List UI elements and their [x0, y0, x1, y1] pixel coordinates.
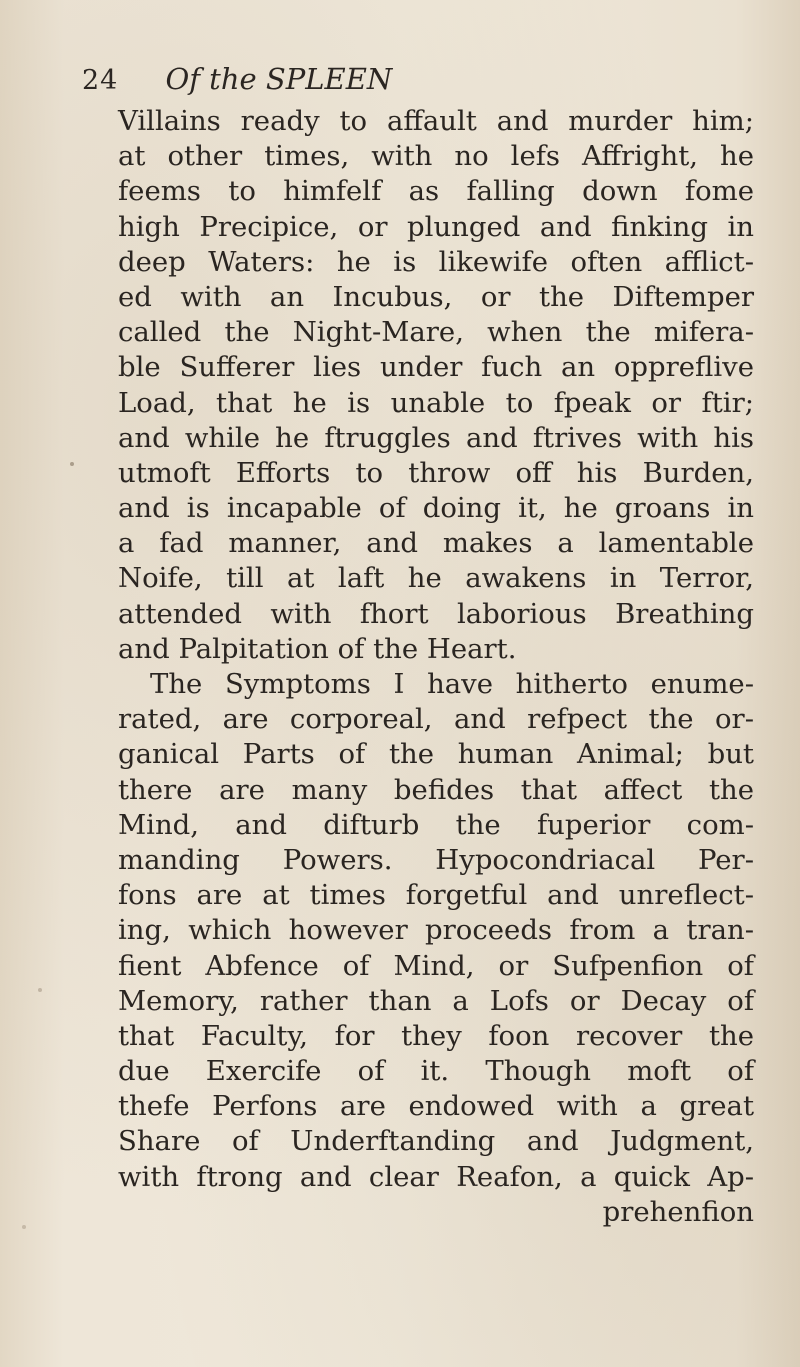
text-line: feems to himfelf as falling down fome	[118, 175, 754, 208]
text-line: and is incapable of doing it, he groans in	[118, 492, 754, 525]
page-header	[82, 62, 392, 98]
text-line: attended with fhort laborious Breathing	[118, 597, 754, 630]
text-line: that Faculty, for they foon recover the	[118, 1019, 754, 1052]
text-line: deep Waters: he is likewife often afflict-	[118, 245, 754, 278]
text-line: fons are at times forgetful and unreflect-	[118, 879, 754, 912]
text-line: due Exercife of it. Though moft of	[118, 1055, 754, 1088]
text-line: and while he ftruggles and ftrives with his	[118, 421, 754, 454]
text-line: a fad manner, and makes a lamentable	[118, 527, 754, 560]
text-line: ble Sufferer lies under fuch an oppreflive	[118, 351, 754, 384]
page-number: 24	[82, 65, 119, 96]
paragraph-end-line: and Palpitation of the Heart.	[118, 632, 517, 665]
text-line: ganical Parts of the human Animal; but	[118, 738, 754, 771]
ink-speck	[38, 988, 42, 992]
text-line: ing, which however proceeds from a tran-	[118, 914, 754, 947]
text-line: with ftrong and clear Reafon, a quick Ap-	[118, 1160, 754, 1193]
catchword: prehenfion	[602, 1195, 754, 1228]
text-line: Villains ready to affault and murder him;	[118, 105, 754, 137]
text-line: thefe Perfons are endowed with a great	[118, 1090, 754, 1123]
text-line: Share of Underftanding and Judgment,	[118, 1125, 754, 1158]
text-line: ed with an Incubus, or the Diftemper	[118, 280, 754, 313]
text-line: high Precipice, or plunged and finking in	[118, 210, 754, 243]
text-line: Mind, and difturb the fuperior com-	[118, 808, 754, 841]
text-line: utmoft Efforts to throw off his Burden,	[118, 456, 754, 489]
body-text	[118, 104, 754, 1230]
running-title: Of the SPLEEN	[165, 62, 393, 96]
text-line: there are many befides that affect the	[118, 773, 754, 806]
text-line: Load, that he is unable to fpeak or ftir;	[118, 386, 754, 419]
ink-speck	[22, 1225, 26, 1229]
ink-speck	[70, 462, 74, 466]
text-line: rated, are corporeal, and refpect the or-	[118, 703, 754, 736]
text-line: called the Night-Mare, when the mifera-	[118, 316, 754, 349]
paragraph-start-line: The Symptoms I have hitherto enume-	[150, 668, 754, 700]
text-line: at other times, with no lefs Affright, he	[118, 140, 754, 173]
text-line: fient Abfence of Mind, or Sufpenfion of	[118, 949, 754, 982]
text-line: Memory, rather than a Lofs or Decay of	[118, 984, 754, 1017]
text-line: manding Powers. Hypocondriacal Per-	[118, 843, 754, 876]
text-line: Noife, till at laft he awakens in Terror,	[118, 562, 754, 595]
